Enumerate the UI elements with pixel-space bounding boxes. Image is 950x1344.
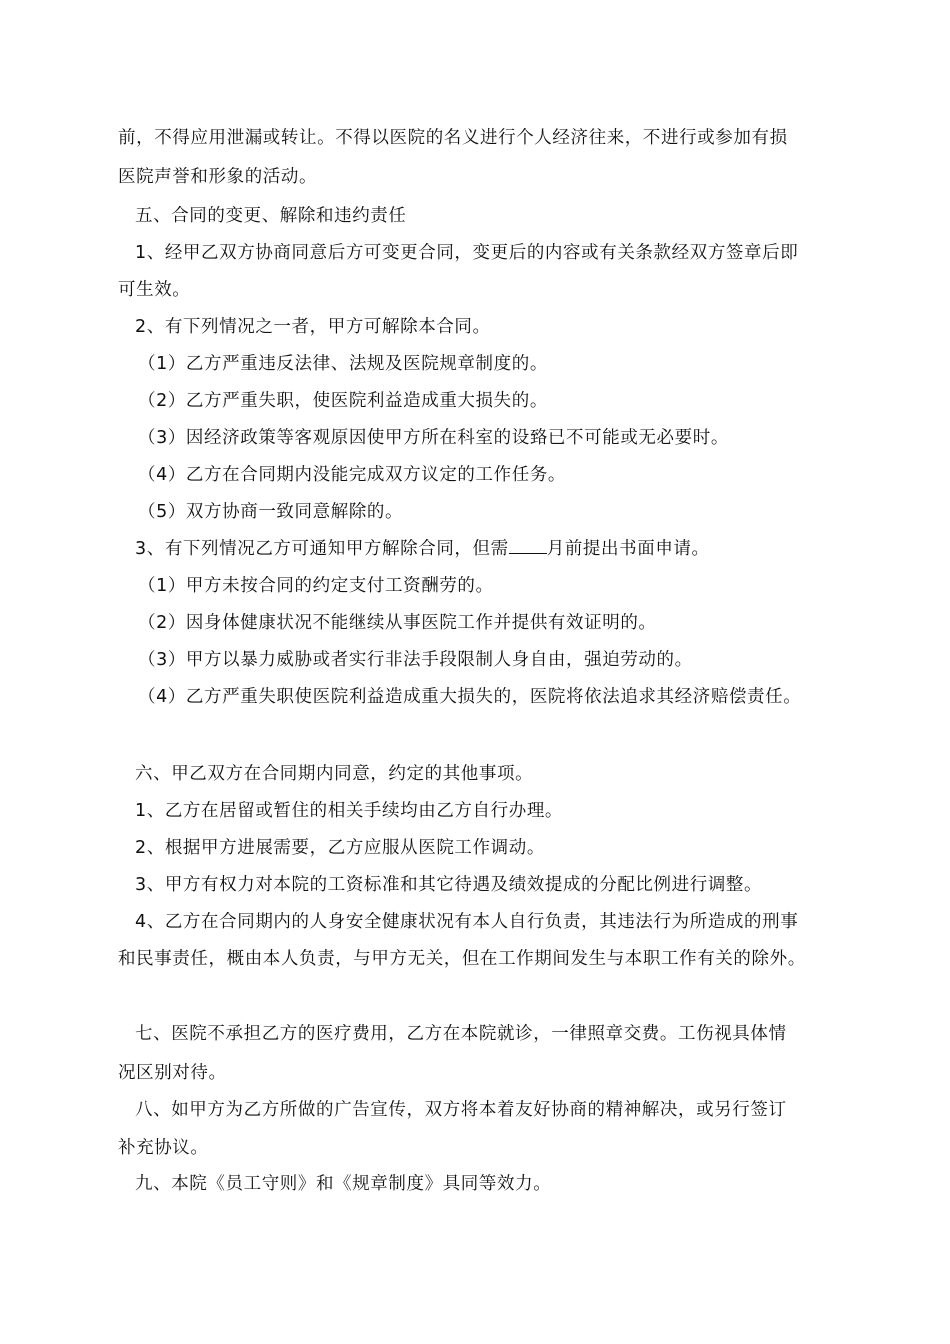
section-heading: 九、本院《员工守则》和《规章制度》具同等效力。 xyxy=(135,1174,552,1194)
text-segment: 月前提出书面申请。 xyxy=(546,539,710,559)
text-line: 前，不得应用泄漏或转让。不得以医院的名义进行个人经济往来，不进行或参加有损 xyxy=(118,128,788,148)
text-line xyxy=(135,537,710,561)
text-line: 可生效。 xyxy=(118,280,191,300)
section-heading: 五、合同的变更、解除和违约责任 xyxy=(135,206,407,226)
text-line: 医院声誉和形象的活动。 xyxy=(118,167,318,187)
text-line: 况区别对待。 xyxy=(118,1063,227,1083)
list-item: （4）乙方在合同期内没能完成双方议定的工作任务。 xyxy=(138,465,567,485)
text-line: 1、乙方在居留或暂住的相关手续均由乙方自行办理。 xyxy=(135,801,564,821)
list-item: （2）乙方严重失职，使医院利益造成重大损失的。 xyxy=(138,391,548,411)
section-heading: 八、如甲方为乙方所做的广告宣传，双方将本着友好协商的精神解决，或另行签订 xyxy=(135,1100,787,1120)
text-line: 1、经甲乙双方协商同意后方可变更合同，变更后的内容或有关条款经双方签章后即 xyxy=(135,243,799,263)
list-item: （4）乙方严重失职使医院利益造成重大损失的，医院将依法追求其经济赔偿责任。 xyxy=(138,687,802,707)
list-item: （3）甲方以暴力威胁或者实行非法手段限制人身自由，强迫劳动的。 xyxy=(138,650,693,670)
text-line: 2、根据甲方进展需要，乙方应服从医院工作调动。 xyxy=(135,838,545,858)
list-item: （1）甲方未按合同的约定支付工资酬劳的。 xyxy=(138,576,494,596)
text-line: 补充协议。 xyxy=(118,1138,209,1158)
section-heading: 七、医院不承担乙方的医疗费用，乙方在本院就诊，一律照章交费。工伤视具体情 xyxy=(135,1024,787,1044)
section-heading: 六、甲乙双方在合同期内同意，约定的其他事项。 xyxy=(135,764,534,784)
text-line: 4、乙方在合同期内的人身安全健康状况有本人自行负责，其违法行为所造成的刑事 xyxy=(135,912,799,932)
text-line: 3、甲方有权力对本院的工资标准和其它待遇及绩效提成的分配比例进行调整。 xyxy=(135,875,763,895)
list-item: （1）乙方严重违反法律、法规及医院规章制度的。 xyxy=(138,354,548,374)
list-item: （2）因身体健康状况不能继续从事医院工作并提供有效证明的。 xyxy=(138,613,657,633)
text-line: 和民事责任，概由本人负责，与甲方无关，但在工作期间发生与本职工作有关的除外。 xyxy=(118,949,806,969)
text-line: 2、有下列情况之一者，甲方可解除本合同。 xyxy=(135,317,491,337)
list-item: （5）双方协商一致同意解除的。 xyxy=(138,502,404,522)
list-item: （3）因经济政策等客观原因使甲方所在科室的设臵已不可能或无必要时。 xyxy=(138,428,729,448)
text-segment: 3、有下列情况乙方可通知甲方解除合同，但需 xyxy=(135,539,509,559)
fill-in-blank xyxy=(509,539,547,554)
